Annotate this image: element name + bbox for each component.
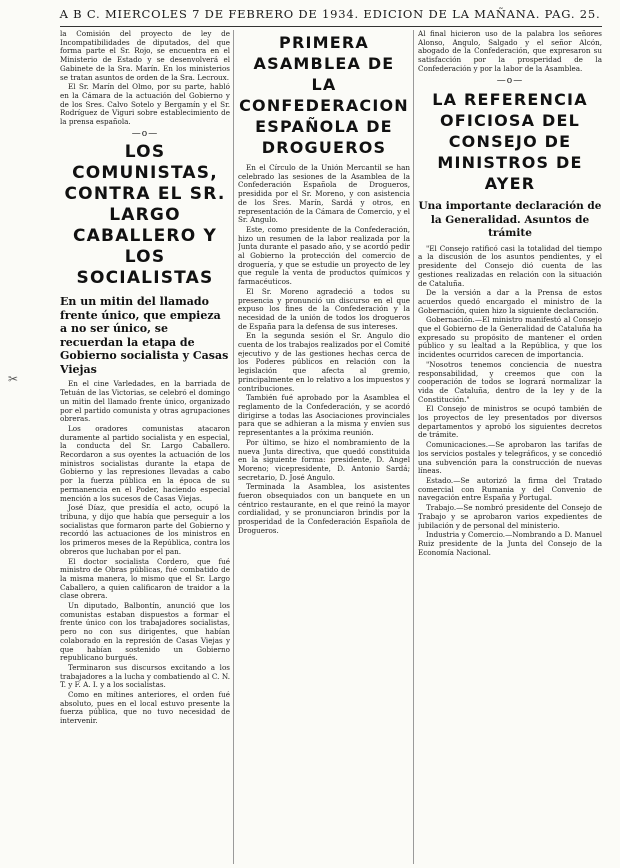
subheadline-mitin: En un mitin del llamado frente único, que empieza a no ser único, se recuerdan la etapa de Gobierno socialista y Casas Viejas bbox=[60, 295, 229, 376]
article-paragraph: Terminada la Asamblea, los asistentes fueron obsequiados con un banquete en un céntrico restaurante, en el que reinó la mayor cordialidad, y se pronunciaron brindis por la prosperidad de la Confederación Española de Drogueros. bbox=[238, 482, 410, 535]
section-ornament: —o— bbox=[131, 128, 159, 139]
running-head: A B C. MIERCOLES 7 DE FEBRERO DE 1934. EDICION DE LA MAÑANA. PAG. 25. bbox=[59, 7, 601, 21]
article-paragraph: Un diputado, Balbontín, anunció que los comunistas estaban dispuestos a formar el frente único con los trabajadores socialistas, pero no con sus dirigentes, que habían colaborado en la represión de Casas Viejas y que habían sostenido un Gobierno republicano burgués. bbox=[60, 601, 230, 663]
scissors-icon: ✂ bbox=[8, 372, 19, 386]
headline-comunistas: LOS COMUNISTAS, CONTRA EL SR. LARGO CABALLERO Y LOS SOCIALISTAS bbox=[64, 142, 226, 289]
article-paragraph: Terminaron sus discursos excitando a los trabajadores a la lucha y combatiendo al C. N. T. y F. A. I. y a los socialistas. bbox=[60, 662, 230, 690]
article-paragraph: Por último, se hizo el nombramiento de la nueva Junta directiva, que quedó constituida en la siguiente forma: presidente, D. Angel Moreno; vicepresidente, D. Antonio Sardá; secretario, D. José Angulo. bbox=[238, 437, 410, 482]
column-3 bbox=[418, 30, 602, 864]
article-paragraph: En la segunda sesión el Sr. Angulo dio cuenta de los trabajos realizados por el Comité ejecutivo y de las gestiones hechas cerca de los Poderes públicos en relación con la legislación que afecta al gremio, principalmente en lo relativo a los impuestos y contribuciones. bbox=[238, 331, 410, 393]
article-paragraph: Como en mítines anteriores, el orden fué absoluto, pues en el local estuvo presente la fuerza pública, que no tuvo necesidad de intervenir. bbox=[60, 690, 230, 726]
article-paragraph: El doctor socialista Cordero, que fué ministro de Obras públicas, fué combatido de la misma manera, lo mismo que el Sr. Largo Caballero, a quien calificaron de traidor a la clase obrera. bbox=[60, 556, 230, 601]
article-paragraph: Estado.—Se autorizó la firma del Tratado comercial con Rumania y del Convenio de navegación entre España y Portugal. bbox=[418, 476, 602, 503]
article-paragraph: Industria y Comercio.—Nombrando a D. Manuel Ruiz presidente de la Junta del Consejo de la Economía Nacional. bbox=[418, 530, 602, 557]
headline-consejo-ministros: LA REFERENCIA OFICIOSA DEL CONSEJO DE MINISTROS DE AYER bbox=[432, 90, 588, 194]
article-paragraph: Este, como presidente de la Confederación, hizo un resumen de la labor realizada por la Junta durante el pasado año, y se acordó pedir al Gobierno la protección del comercio de droguería, y que se estudie un proyecto de ley que regule la venta de productos químicos y farmacéuticos. bbox=[238, 224, 410, 287]
article-paragraph: "Nosotros tenemos conciencia de nuestra responsabilidad, y creemos que con la cooperación de todos se logrará normalizar la vida de Cataluña, dentro de la ley y de la Constitución." bbox=[418, 359, 602, 404]
column-divider bbox=[413, 30, 414, 864]
header-rule bbox=[60, 26, 602, 27]
article-paragraph: Trabajo.—Se nombró presidente del Consejo de Trabajo y se aprobaron varios expedientes de jubilación y de personal del ministerio. bbox=[418, 503, 602, 530]
article-paragraph: José Díaz, que presidía el acto, ocupó la tribuna, y dijo que había que perseguir a los socialistas que formaron parte del Gobierno y recordó las actuaciones de los ministros en los primeros meses de la República, contra los obreros que luchaban por el pan. bbox=[60, 503, 230, 556]
subheadline-generalidad: Una importante declaración de la Generalidad. Asuntos de trámite bbox=[418, 200, 602, 240]
article-paragraph: En el cine Varledades, en la barriada de Tetuán de las Victorias, se celebró el domingo un mitin del llamado frente único, organizado por el partido comunista y otras agrupaciones obreras. bbox=[60, 379, 230, 424]
article-paragraph: El Consejo de ministros se ocupó también de los proyectos de ley presentados por diversos departamentos y aprobó los siguientes decretos de trámite. bbox=[418, 404, 602, 440]
article-paragraph: Al final hicieron uso de la palabra los señores Alonso, Angulo, Salgado y el señor Alcón, abogado de la Confederación, que expresaron su satisfacción por la prosperidad de la Confederación y por la labor de la Asamblea. bbox=[418, 30, 602, 73]
column-1 bbox=[60, 30, 230, 864]
article-paragraph: En el Círculo de la Unión Mercantil se han celebrado las sesiones de la Asamblea de la Confederación Española de Drogueros, presidida por el Sr. Moreno, y con asistencia de los Sres. Marín, Sardá y otros, en representación de la Cámara de Comercio, y el Sr. Angulo. bbox=[238, 163, 410, 225]
article-paragraph: "El Consejo ratificó casi la totalidad del tiempo a la discusión de los asuntos pendientes, y el presidente del Consejo dió cuenta de las gestiones realizadas en relación con la situación de Cataluña. bbox=[418, 243, 602, 288]
article-paragraph: El Sr. Moreno agradeció a todos su presencia y pronunció un discurso en el que expuso los fines de la Confederación y la necesidad de la unión de todos los drogueros de España para la defensa de sus intereses. bbox=[238, 286, 410, 331]
article-paragraph: También fué aprobado por la Asamblea el reglamento de la Confederación, y se acordó dirigirse a todas las Asociaciones provinciales para que se adhieran a la misma y envíen sus representantes a la próxima reunión. bbox=[238, 393, 410, 438]
article-paragraph: El Sr. Marín del Olmo, por su parte, habló en la Cámara de la actuación del Gobierno y de los Sres. Calvo Sotelo y Bergamín y el Sr. Rodríguez de Viguri sobre establecimiento de la prensa española. bbox=[60, 82, 230, 127]
article-paragraph: Comunicaciones.—Se aprobaron las tarifas de los servicios postales y telegráficos, y se concedió una subvención para la construcción de nuevas líneas. bbox=[418, 440, 602, 476]
headline-drogueros: PRIMERA ASAMBLEA DE LA CONFEDERACION ESPAÑOLA DE DROGUEROS bbox=[239, 33, 409, 157]
section-ornament: —o— bbox=[496, 75, 524, 86]
article-paragraph: la Comisión del proyecto de ley de Incompatibilidades de diputados, del que forma parte el Sr. Rojo, se encuentra en el Ministerio de Estado y se desenvolverá el Gabinete de la Sra. Marín. En los ministerios se tratan asuntos de orden de la Sra. Lecroux. bbox=[60, 30, 230, 82]
column-2 bbox=[238, 30, 410, 864]
article-paragraph: Gobernación.—El ministro manifestó al Consejo que el Gobierno de la Generalidad de Cataluña ha expresado su propósito de mantener el orden público y su lealtad a la República, y que los incidentes ocurridos carecen de importancia. bbox=[418, 315, 602, 360]
article-paragraph: De la versión a dar a la Prensa de estos acuerdos quedó encargado el ministro de la Gobernación, quien hizo la siguiente declaración. bbox=[418, 288, 602, 315]
article-paragraph: Los oradores comunistas atacaron duramente al partido socialista y en especial, la conducta del Sr. Largo Caballero. Recordaron a sus oyentes la actuación de los ministros socialistas durante la etapa de Gobierno y las represiones llevadas a cabo por la fuerza pública en la época de su permanencia en el Poder, haciendo especial mención a los sucesos de Casas Viejas. bbox=[60, 423, 230, 503]
column-divider bbox=[233, 30, 234, 864]
